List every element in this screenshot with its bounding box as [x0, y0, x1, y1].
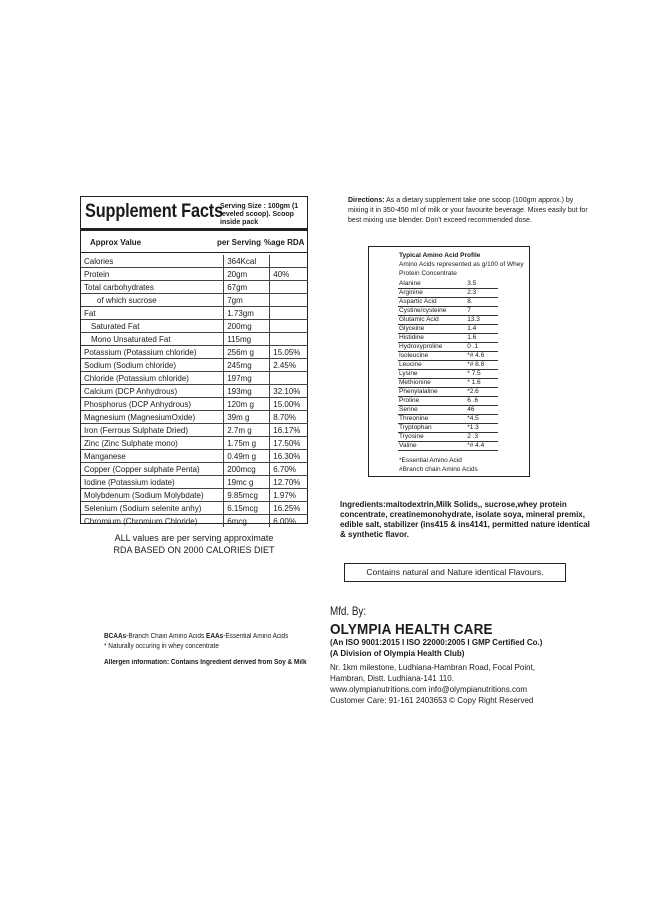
amino-acid-value: 46 — [453, 406, 498, 415]
amino-acid-name: Proline — [398, 397, 453, 406]
amino-acid-value: *# 8.8 — [453, 361, 498, 370]
nutrition-row — [81, 424, 308, 437]
amino-acid-row — [398, 370, 498, 379]
certifications — [330, 637, 542, 659]
nutrient-rda — [270, 307, 308, 320]
amino-acid-value: * 1.6 — [453, 379, 498, 388]
nutrition-row — [81, 333, 308, 346]
column-header-rda: %age RDA — [264, 238, 305, 247]
nutrient-rda: 15.00% — [270, 398, 308, 411]
nutrient-rda — [270, 255, 308, 268]
nutrition-row — [81, 307, 308, 320]
nutrient-name: Magnesium (MagnesiumOxide) — [81, 411, 224, 424]
amino-acid-name: Cystine/cysteine — [398, 307, 453, 316]
amino-acid-footnotes — [399, 456, 478, 474]
nutrient-serving: 7gm — [224, 294, 270, 307]
nutrient-serving: 115mg — [224, 333, 270, 346]
nutrient-name: Molybdenum (Sodium Molybdate) — [81, 489, 224, 502]
nutrient-serving: 120m g — [224, 398, 270, 411]
bcaa-abbr: BCAAs — [104, 633, 127, 640]
amino-acid-row — [398, 316, 498, 325]
amino-acid-value: *4.5 — [453, 415, 498, 424]
nutrient-name: Chloride (Potassium chloride) — [81, 372, 224, 385]
amino-acid-row — [398, 298, 498, 307]
amino-acid-row — [398, 307, 498, 316]
amino-acid-name: Valine — [398, 442, 453, 451]
nutrient-rda: 12.70% — [270, 476, 308, 489]
amino-acid-table — [398, 280, 498, 451]
nutrient-rda: 16.30% — [270, 450, 308, 463]
amino-acid-row — [398, 424, 498, 433]
nutrient-rda: 16.25% — [270, 502, 308, 515]
rda-note-line-1: ALL values are per serving approximate — [114, 533, 274, 543]
address-line-1: Nr. 1km milestone, Ludhiana-Hambran Road, Focal Point, — [330, 663, 535, 672]
amino-acid-name: Aspartic Acid — [398, 298, 453, 307]
nutrient-rda: 40% — [270, 268, 308, 281]
nutrient-name: Saturated Fat — [81, 320, 224, 333]
amino-acid-row — [398, 352, 498, 361]
nutrient-rda — [270, 333, 308, 346]
amino-acid-name: Methionine — [398, 379, 453, 388]
nutrient-serving: 1.75m g — [224, 437, 270, 450]
column-header-serving: per Serving — [217, 238, 262, 247]
divider — [81, 252, 307, 253]
nutrient-name: of which sucrose — [81, 294, 224, 307]
nutrition-table — [81, 255, 308, 527]
amino-acid-name: Glutamic Acid — [398, 316, 453, 325]
nutrition-row — [81, 346, 308, 359]
supplement-facts-panel — [80, 196, 308, 524]
nutrient-serving: 197mg — [224, 372, 270, 385]
customer-care: Customer Care: 91-161 2403653 © Copy Right Reserved — [330, 696, 534, 705]
nutrient-name: Zinc (Zinc Sulphate mono) — [81, 437, 224, 450]
nutrient-rda — [270, 320, 308, 333]
amino-acid-value: 1.4 — [453, 325, 498, 334]
nutrition-row — [81, 398, 308, 411]
abbreviation-legend — [104, 632, 288, 652]
whey-note: * Naturally occuring in whey concentrate — [104, 643, 219, 650]
amino-acid-value: * 7.5 — [453, 370, 498, 379]
amino-acid-name: Hydroxyproline — [398, 343, 453, 352]
amino-acid-row — [398, 433, 498, 442]
nutrition-row — [81, 255, 308, 268]
nutrition-row — [81, 450, 308, 463]
nutrient-serving: 256m g — [224, 346, 270, 359]
directions-label: Directions: — [348, 197, 385, 204]
bcaa-footnote: #Branch chain Amino Acids — [399, 466, 478, 473]
amino-acid-row — [398, 343, 498, 352]
division-note: (A Division of Olympia Health Club) — [330, 649, 465, 658]
amino-acid-value: *1.3 — [453, 424, 498, 433]
serving-size: Serving Size : 100gm (1 leveled scoop). Scoop inside pack — [220, 203, 299, 226]
nutrient-rda: 16.17% — [270, 424, 308, 437]
nutrient-serving: 6.15mcg — [224, 502, 270, 515]
amino-acid-name: Histidine — [398, 334, 453, 343]
nutrient-serving: 67gm — [224, 281, 270, 294]
nutrient-name: Total carbohydrates — [81, 281, 224, 294]
amino-acid-value: 6 .6 — [453, 397, 498, 406]
amino-acid-name: Threonine — [398, 415, 453, 424]
eaa-abbr: EAAs — [206, 633, 224, 640]
eaa-text: -Essential Amino Acids — [223, 633, 289, 640]
amino-acid-name: Lysine — [398, 370, 453, 379]
nutrient-name: Protein — [81, 268, 224, 281]
supplement-facts-title: Supplement Facts — [85, 201, 223, 222]
nutrient-serving: 9.85mcg — [224, 489, 270, 502]
amino-acid-row — [398, 415, 498, 424]
nutrient-name: Selenium (Sodium selenite anhy) — [81, 502, 224, 515]
nutrient-serving: 0.49m g — [224, 450, 270, 463]
nutrient-rda — [270, 294, 308, 307]
nutrient-name: Calcium (DCP Anhydrous) — [81, 385, 224, 398]
nutrition-row — [81, 476, 308, 489]
nutrient-name: Calories — [84, 256, 114, 266]
nutrient-serving: 200mcg — [224, 463, 270, 476]
nutrient-name: Mono Unsaturated Fat — [81, 333, 224, 346]
amino-acid-value: 2 .3 — [453, 433, 498, 442]
nutrient-name: Manganese — [81, 450, 224, 463]
amino-acid-name: Leucine — [398, 361, 453, 370]
nutrient-rda: 6.00% — [270, 515, 308, 528]
nutrient-serving: 1.73gm — [224, 307, 270, 320]
amino-acid-row — [398, 406, 498, 415]
amino-acid-name: Glyceine — [398, 325, 453, 334]
nutrient-rda — [270, 281, 308, 294]
nutrient-name: Copper (Copper sulphate Penta) — [81, 463, 224, 476]
nutrient-name: Potassium (Potassium chloride) — [81, 346, 224, 359]
amino-acid-row — [398, 397, 498, 406]
divider — [81, 228, 307, 231]
column-header-value: Approx Value — [90, 238, 142, 247]
amino-acid-value: 7 — [453, 307, 498, 316]
amino-acid-row — [398, 334, 498, 343]
nutrient-name: Fat — [81, 307, 224, 320]
nutrient-name: Sodium (Sodium chloride) — [81, 359, 224, 372]
rda-note — [80, 532, 308, 556]
amino-acid-row — [398, 325, 498, 334]
nutrient-serving: 245mg — [224, 359, 270, 372]
nutrient-name: Chromium (Chromium Chloride) — [81, 515, 224, 528]
nutrition-row — [81, 385, 308, 398]
essential-footnote: *Essential Amino Acid — [399, 457, 462, 464]
flavour-note: Contains natural and Nature identical Flavours. — [344, 563, 566, 582]
nutrition-row — [81, 359, 308, 372]
nutrition-row — [81, 281, 308, 294]
abbreviation-line — [104, 632, 288, 642]
nutrition-row — [81, 502, 308, 515]
ingredients: Ingredients:maitodextrin,Milk Solids,, sucrose,whey protein concentrate, creatinemonohydrate, isolate soya, mineral premix, edible salt, stabilizer (ins415 & ins4141, permitted nature identical & synthetic flavor. — [340, 500, 590, 539]
nutrient-rda: 8.70% — [270, 411, 308, 424]
amino-acid-name: Isoleucine — [398, 352, 453, 361]
allergen-information: Allergen information: Contains Ingredient derived from Soy & Milk — [104, 659, 307, 666]
nutrient-serving: 200mg — [224, 320, 270, 333]
nutrient-rda — [270, 372, 308, 385]
amino-acid-name: Arginine — [398, 289, 453, 298]
nutrition-row — [81, 294, 308, 307]
nutrient-serving: 19mc g — [224, 476, 270, 489]
amino-acid-value: 8. — [453, 298, 498, 307]
nutrient-name: Iron (Ferrous Sulphate Dried) — [81, 424, 224, 437]
amino-acid-title: Typical Amino Acid Profile — [399, 252, 481, 259]
nutrient-rda: 17.50% — [270, 437, 308, 450]
amino-acid-row — [398, 361, 498, 370]
amino-acid-name: Tryosine — [398, 433, 453, 442]
nutrient-rda: 1.97% — [270, 489, 308, 502]
nutrient-name: Phosphorus (DCP Anhydrous) — [81, 398, 224, 411]
amino-acid-subtitle: Amino Acids represented as g/100 of Whey Protein Concentrate — [399, 261, 524, 277]
nutrition-row — [81, 489, 308, 502]
address-line-2: Hambran, Distt. Ludhiana-141 110. — [330, 674, 454, 683]
amino-acid-value: 1.6 — [453, 334, 498, 343]
amino-acid-value: 0 .1 — [453, 343, 498, 352]
nutrient-rda: 32.10% — [270, 385, 308, 398]
amino-acid-value: 13.3 — [453, 316, 498, 325]
amino-acid-row — [398, 289, 498, 298]
nutrition-row — [81, 515, 308, 528]
manufactured-by-label: Mfd. By: — [330, 604, 367, 618]
amino-acid-value: *2.6 — [453, 388, 498, 397]
nutrient-serving: 39m g — [224, 411, 270, 424]
address-block — [330, 662, 535, 706]
rda-note-line-2: RDA BASED ON 2000 CALORIES DIET — [113, 545, 275, 555]
nutrient-serving: 364Kcal — [224, 255, 270, 268]
amino-acid-value: 2.3 — [453, 289, 498, 298]
web-and-email: www.olympianutritions.com info@olympianutritions.com — [330, 685, 528, 694]
nutrient-serving: 2.7m g — [224, 424, 270, 437]
nutrition-row — [81, 437, 308, 450]
amino-acid-row — [398, 280, 498, 289]
nutrition-row — [81, 372, 308, 385]
nutrient-name: Iodine (Potassium iodate) — [81, 476, 224, 489]
amino-acid-name: Serine — [398, 406, 453, 415]
amino-acid-panel — [368, 246, 530, 477]
nutrient-serving: 6mcg — [224, 515, 270, 528]
amino-acid-value: *# 4.6 — [453, 352, 498, 361]
company-name: OLYMPIA HEALTH CARE — [330, 621, 493, 638]
amino-acid-row — [398, 379, 498, 388]
nutrition-row — [81, 463, 308, 476]
iso-certification: (An ISO 9001:2015 I ISO 22000:2005 I GMP Certified Co.) — [330, 638, 543, 647]
amino-acid-name: Tryptophan — [398, 424, 453, 433]
amino-acid-name: Alanine — [398, 280, 453, 289]
amino-acid-value: 3.5 — [453, 280, 498, 289]
amino-acid-row — [398, 388, 498, 397]
bcaa-text: -Branch Chain Amino Acids — [126, 633, 207, 640]
amino-acid-row — [398, 442, 498, 451]
nutrient-rda: 15.05% — [270, 346, 308, 359]
nutrient-serving: 20gm — [224, 268, 270, 281]
nutrition-row — [81, 320, 308, 333]
directions-text: As a dietary supplement take one scoop (100gm approx.) by mixing it in 350-450 ml of milk or your favourite beverage. Mixes easily but for best mixing use blender. Don't exceed recommended dose. — [348, 197, 588, 224]
amino-acid-value: *# 4.4 — [453, 442, 498, 451]
directions — [348, 196, 588, 226]
nutrient-serving: 193mg — [224, 385, 270, 398]
nutrient-rda: 2.45% — [270, 359, 308, 372]
nutrition-row — [81, 411, 308, 424]
nutrient-rda: 6.70% — [270, 463, 308, 476]
amino-acid-name: Phenylalaline — [398, 388, 453, 397]
nutrition-row — [81, 268, 308, 281]
